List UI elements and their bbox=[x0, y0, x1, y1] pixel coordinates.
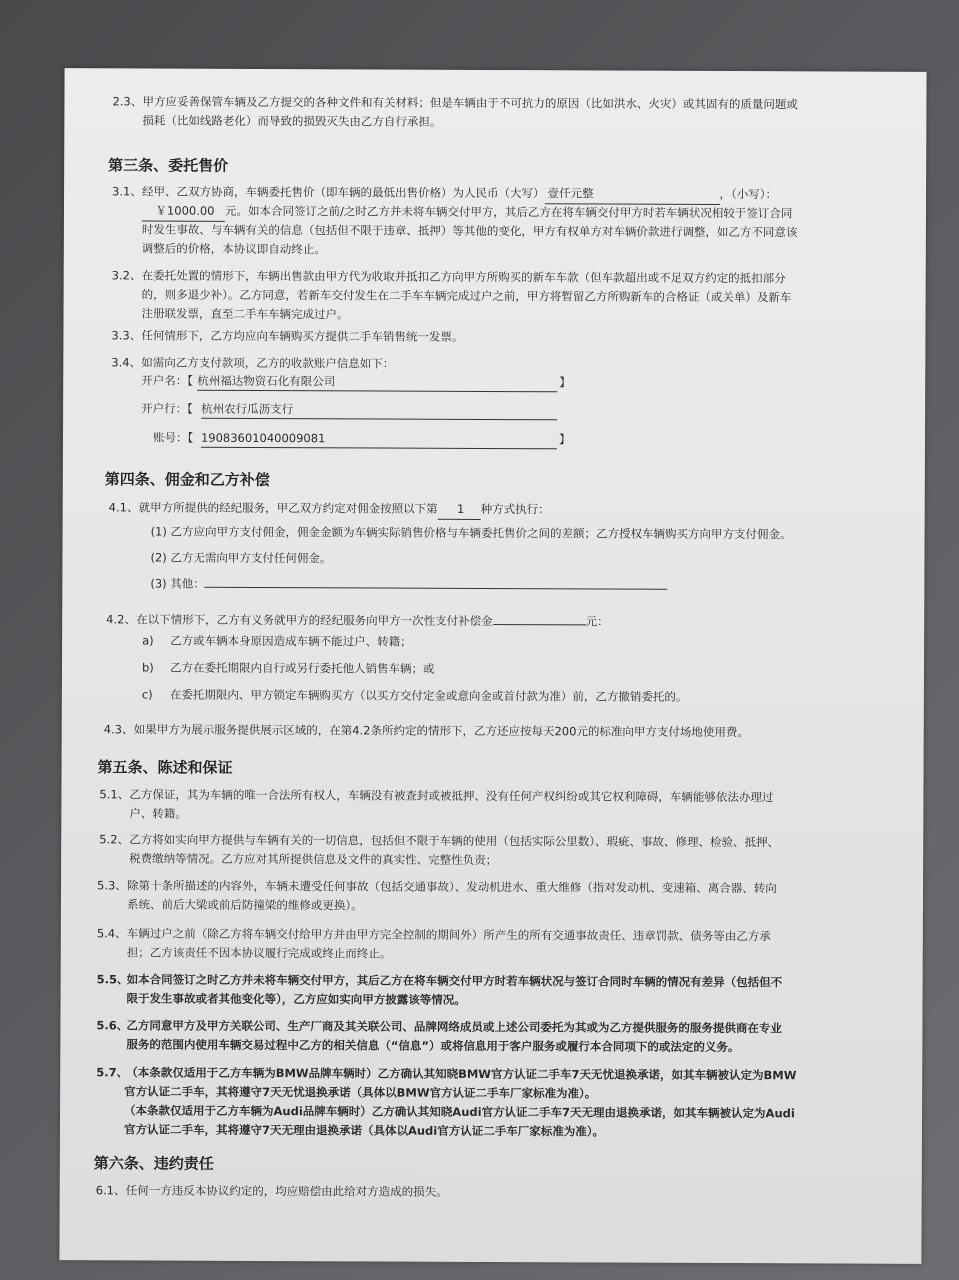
clause-3-1: 3.1、经甲、乙双方协商，车辆委托售价（即车辆的最低出售价格）为人民币（大写） 壹仟元整 ，（小写）： bbox=[112, 182, 777, 205]
bank-field: 杭州农行瓜沥支行 bbox=[201, 400, 557, 421]
clause-4-2-c: c) 在委托期限内、甲方锁定车辆购买方（以买方交付定金或意向金或首付款为准）前，乙方撤销委托的。 bbox=[141, 687, 688, 704]
commission-choice-field: 1 bbox=[438, 500, 481, 520]
clause-5-2-cont: 税费缴纳等情况。乙方应对其所提供信息及文件的真实性、完整性负责； bbox=[129, 851, 498, 868]
account-number-field: 19083601040009081 bbox=[201, 429, 557, 450]
article-5-title: 第五条、陈述和保证 bbox=[97, 758, 233, 777]
other-option-field bbox=[205, 587, 668, 590]
clause-5-4-cont: 担；乙方该责任不因本协议履行完成或终止而终止。 bbox=[126, 945, 392, 961]
bank-label: 开户行：【 bbox=[141, 401, 193, 416]
clause-5-6: 5.6、乙方同意甲方及甲方关联公司、生产厂商及其关联公司、品牌网络成员或上述公司委托为其或为乙方提供服务的服务提供商在专业 bbox=[96, 1018, 782, 1036]
clause-3-2: 3.2、在委托处置的情形下，车辆出售款由甲方代为收取并抵扣乙方向甲方所购买的新车车款（但车款超出或不足双方约定的抵扣部分 bbox=[111, 268, 786, 286]
clause-4-2: 4.2、在以下情形下，乙方有义务就甲方的经纪服务向甲方一次性支付补偿金 元： bbox=[106, 612, 609, 629]
lower-amount-field: ￥1000.00 bbox=[142, 201, 225, 221]
clause-5-2: 5.2、乙方将如实向甲方提供与车辆有关的一切信息，包括但不限于车辆的使用（包括实际公里数）、瑕疵、事故、修理、检验、抵押、 bbox=[99, 832, 780, 850]
account-holder-label: 开户名：【 bbox=[141, 373, 194, 388]
clause-3-4: 3.4、如需向乙方支付款项，乙方的收款账户信息如下： bbox=[111, 355, 395, 371]
clause-5-3-cont: 系统、前后大梁或前后防撞梁的维修或更换）。 bbox=[126, 897, 363, 913]
upper-amount-field: 壹仟元整 bbox=[545, 184, 720, 205]
account-holder-field: 杭州福达物资石化有限公司 bbox=[197, 372, 557, 393]
clause-3-3: 3.3、任何情形下，乙方均应向车辆购买方提供二手车销售统一发票。 bbox=[111, 328, 464, 344]
clause-3-1-line2: ￥1000.00 元。如本合同签订之前/之时乙方并未将车辆交付甲方，其后乙方在将车辆交付甲方时若车辆状况相较于签订合同 bbox=[142, 201, 792, 224]
clause-4-2-b: b) 乙方在委托期限内自行或另行委托他人销售车辆；或 bbox=[141, 660, 435, 676]
account-holder-close: 】 bbox=[559, 375, 571, 390]
clause-5-7-line2: 官方认证二手车，其将遵守7天无忧退换承诺（具体以BMW官方认证二手车厂家标准为准）。 bbox=[124, 1084, 597, 1101]
clause-4-1: 4.1、就甲方所提供的经纪服务，甲乙双方约定对佣金按照以下第 1 种方式执行： bbox=[109, 498, 550, 520]
clause-5-5-cont: 限于发生事故或者其他变化等），乙方应如实向甲方披露该等情况。 bbox=[126, 991, 466, 1007]
clause-5-3: 5.3、除第十条所描述的内容外，车辆未遭受任何事故（包括交通事故）、发动机进水、重大维修（指对发动机、变速箱、离合器、转向 bbox=[97, 878, 777, 896]
clause-4-3: 4.3、如果甲方为展示服务提供展示区域的，在第4.2条所约定的情形下，乙方还应按每天200元的标准向甲方支付场地使用费。 bbox=[103, 722, 749, 740]
clause-2-3: 2.3、甲方应妥善保管车辆及乙方提交的各种文件和有关材料；但是车辆由于不可抗力的原因（比如洪水、火灾）或其固有的质量问题或 bbox=[112, 94, 798, 112]
account-number-label: 账号：【 bbox=[152, 430, 194, 445]
clause-2-3-cont: 损耗（比如线路老化）而导致的损毁灭失由乙方自行承担。 bbox=[142, 113, 442, 129]
article-4-title: 第四条、佣金和乙方补偿 bbox=[104, 470, 270, 490]
commission-option-2: (2) 乙方无需向甲方支付任何佣金。 bbox=[150, 550, 332, 566]
commission-option-1: (1) 乙方应向甲方支付佣金，佣金金额为车辆实际销售价格与车辆委托售价之间的差额；乙方授权车辆购买方向甲方支付佣金。 bbox=[150, 524, 792, 542]
clause-5-1-cont: 户、转籍。 bbox=[129, 806, 187, 821]
commission-option-3: (3) 其他： bbox=[150, 575, 668, 596]
clause-5-7-line3: （本条款仅适用于乙方车辆为Audi品牌车辆时）乙方确认其知晓Audi官方认证二手车7天无理由退换承诺，如其车辆被认定为Audi bbox=[124, 1103, 795, 1121]
clause-3-2-line3: 注册联发票，直至二手车车辆完成过户。 bbox=[141, 306, 349, 322]
clause-3-2-line2: 的，则多退少补）。乙方同意，若新车交付发生在二手车车辆完成过户之前，甲方将暂留乙方所购新车的合格证（或关单）及新车 bbox=[141, 287, 792, 305]
article-6-title: 第六条、违约责任 bbox=[93, 1154, 214, 1173]
clause-5-7-line4: 官方认证二手车，其将遵守7天无理由退换承诺（具体以Audi官方认证二手车厂家标准为准）。 bbox=[123, 1122, 605, 1139]
clause-5-6-cont: 服务的范围内使用车辆交易过程中乙方的相关信息（“信息”）或将信息用于客户服务或履行本合同项下的或法定的义务。 bbox=[126, 1037, 740, 1055]
clause-4-2-a: a) 乙方或车辆本身原因造成车辆不能过户、转籍； bbox=[142, 633, 412, 649]
clause-5-5: 5.5、如本合同签订之时乙方并未将车辆交付甲方，其后乙方在将车辆交付甲方时若车辆状况与签订合同时车辆的情况有差异（包括但不 bbox=[96, 972, 783, 990]
compensation-amount-field bbox=[493, 624, 586, 625]
clause-5-7: 5.7、（本条款仅适用于乙方车辆为BMW品牌车辆时）乙方确认其知晓BMW官方认证二手车7天无忧退换承诺，如其车辆被认定为BMW bbox=[96, 1065, 797, 1083]
account-number-close: 】 bbox=[558, 432, 571, 447]
clause-5-4: 5.4、车辆过户之前（除乙方将车辆交付给甲方并由甲方完全控制的期间外）所产生的所有交通事故责任、违章罚款、债务等由乙方承 bbox=[96, 926, 771, 944]
article-3-title: 第三条、委托售价 bbox=[108, 156, 229, 175]
clause-5-1: 5.1、乙方保证，其为车辆的唯一合法所有权人，车辆没有被查封或被抵押、没有任何产权纠纷或其它权利障碍，车辆能够依法办理过 bbox=[99, 787, 774, 805]
contract-page bbox=[59, 68, 926, 1264]
clause-3-1-line4: 调整后的价格，本协议即自动终止。 bbox=[141, 241, 326, 257]
clause-6-1: 6.1、任何一方违反本协议约定的，均应赔偿由此给对方造成的损失。 bbox=[95, 1183, 448, 1199]
clause-3-1-line3: 时发生事故、与车辆有关的信息（包括但不限于违章、抵押）等其他的变化，甲方有权单方对车辆价款进行调整，如乙方不同意该 bbox=[141, 222, 798, 240]
